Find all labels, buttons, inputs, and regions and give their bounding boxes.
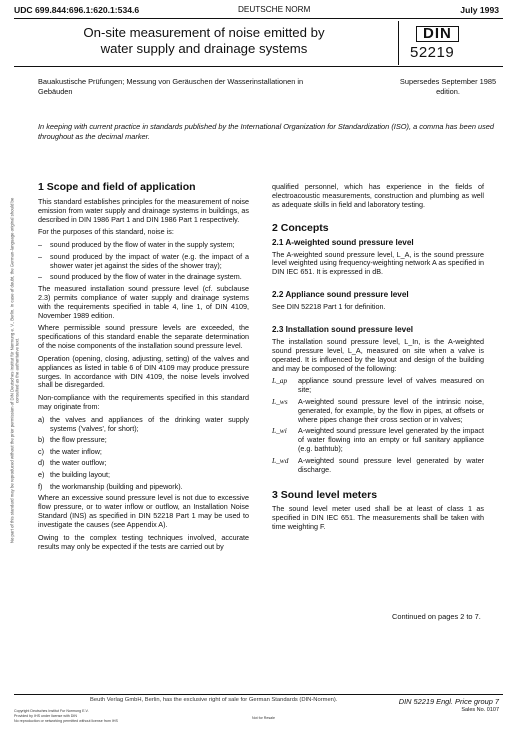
udc-code: UDC 699.844:696.1:620.1:534.6 <box>14 5 140 15</box>
paragraph: Non-compliance with the requirements specified in this standard may originate from: <box>38 393 249 412</box>
paragraph: The installation sound pressure level, L_In, is the A-weighted sound pressure level, L_A, measured on site when a valve is operated. It is influenced by the layout and design of the building and may be composed of the following: <box>272 336 484 373</box>
paragraph: See DIN 52218 Part 1 for definition. <box>272 302 386 312</box>
list-item: a) the valves and appliances of the drinking water supply systems ('valves', for short); <box>38 414 249 433</box>
paragraph: Operation (opening, closing, adjusting, setting) of the valves and appliances as listed in table 6 of DIN 4109 may produce pressure surges. In accordance with DIN 4109, the noise levels involved shall be disregarded. <box>38 353 249 390</box>
list-item: d) the water outflow; <box>38 458 107 468</box>
section-3-heading: 3 Sound level meters <box>272 488 378 501</box>
list-item: – sound produced by the flow of water in the drainage system. <box>38 272 242 282</box>
continued-note: Continued on pages 2 to 7. <box>392 612 481 621</box>
list-item: – sound produced by the flow of water in the supply system; <box>38 240 235 250</box>
document-title <box>14 25 394 57</box>
title-bottom-rule <box>14 66 503 67</box>
title-divider <box>398 21 399 65</box>
right-column <box>272 183 484 536</box>
not-for-resale: Not for Resale <box>252 716 275 720</box>
standard-number: 52219 <box>410 44 455 61</box>
sales-number: Sales No. 0107 <box>461 707 499 713</box>
reproduction-line: No reproduction or networking permitted without license from IHS <box>14 719 118 723</box>
norm-label: DEUTSCHE NORM <box>238 5 311 14</box>
title-block <box>14 21 498 65</box>
din-logo: DIN <box>416 26 459 42</box>
left-column <box>38 183 249 555</box>
symbol-definition: L_wd A-weighted sound pressure level generated by water discharge. <box>272 455 484 474</box>
publisher-note: Beuth Verlag GmbH, Berlin, has the exclusive right of sale for German Standards (DIN-Normen). <box>90 697 338 703</box>
title-line-1: On-site measurement of noise emitted by <box>83 25 325 40</box>
footer-rule <box>14 694 503 695</box>
paragraph: The measured installation sound pressure level (cf. subclause 2.3) permits compliance of water supply and drainage systems with the requirements specified in table 4, line 1, of DIN 4109, November 1989 edition. <box>38 283 249 320</box>
header-rule <box>14 18 503 19</box>
paragraph: The A-weighted sound pressure level, L_A, is the sound pressure level weighted using frequency-weighting network A as specified in DIN IEC 651. It is expressed in dB. <box>272 249 484 277</box>
footer-reference: DIN 52219 Engl. Price group 7 <box>398 697 499 706</box>
list-item: e) the building layout; <box>38 470 110 480</box>
paragraph: The sound level meter used shall be at least of class 1 as specified in DIN IEC 651. The measurements shall be taken with time weighting F. <box>272 504 484 532</box>
issue-date: July 1993 <box>460 5 499 15</box>
symbol-definition: L_ap appliance sound pressure level of valves measured on site; <box>272 376 484 395</box>
list-item: – sound produced by the impact of water (e.g. the impact of a shower water jet against the sides of the shower tray); <box>38 251 249 270</box>
subsection-2-3-heading: 2.3 Installation sound pressure level <box>272 325 414 335</box>
subsection-2-1-heading: 2.1 A-weighted sound pressure level <box>272 237 414 247</box>
intro-note: In keeping with current practice in standards published by the International Organization for Standardization (ISO), a comma has been used throughout as the decimal marker. <box>38 122 495 141</box>
title-line-2: water supply and drainage systems <box>100 41 308 56</box>
paragraph: Owing to the complex testing techniques involved, accurate results may only be expected if the tests are carried out by <box>38 532 249 551</box>
side-copyright-notice: No part of this standard may be reproduced without the prior permission of DIN Deutsches Institut für Normung e. V., Berlin. In case of doubt, the German-language original should be consulted as the authoritative text. <box>9 197 20 544</box>
license-line: Provided by IHS under license with DIN <box>14 714 77 718</box>
supersedes-note: Supersedes September 1985 edition. <box>399 77 497 96</box>
symbol-definition: L_ws A-weighted sound pressure level of the intrinsic noise, generated, for example, by the flow in pipes, at offsets or where pipes change their cross section or in valves; <box>272 396 484 424</box>
list-item: b) the flow pressure; <box>38 435 107 445</box>
copyright-line: Copyright Deutsches Institut Fur Normung E.V. <box>14 709 89 713</box>
section-1-heading: 1 Scope and field of application <box>38 181 196 193</box>
paragraph: qualified personnel, which has experience in the fields of electroacoustic measurements, construction and plumbing as well as adequate skills in field and laboratory testing. <box>272 182 484 209</box>
section-2-heading: 2 Concepts <box>272 221 329 234</box>
list-item: c) the water inflow; <box>38 446 102 456</box>
german-title: Bauakustische Prüfungen; Messung von Geräuschen der Wasserinstallationen in Gebäuden <box>38 77 304 96</box>
list-item: f) the workmanship (building and pipework). <box>38 481 183 491</box>
paragraph: For the purposes of this standard, noise is: <box>38 227 174 237</box>
symbol-definition: L_wi A-weighted sound pressure level generated by the impact of water flowing into an empty or full sanitary appliance (e.g. bathtub); <box>272 426 484 454</box>
subsection-2-2-heading: 2.2 Appliance sound pressure level <box>272 290 409 300</box>
paragraph: Where an excessive sound pressure level is not due to excessive flow pressure, or to water inflow or outflow, an Installation Noise Standard (INS) as specified in DIN 52218 Part 1 may be used to investigate the causes (see Appendix A). <box>38 493 249 529</box>
paragraph: This standard establishes principles for the measurement of noise emission from water supply and drainage systems in buildings, as described in DIN 1986 Part 1 and DIN 1986 Part 1 respectively. <box>38 196 249 224</box>
paragraph: Where permissible sound pressure levels are exceeded, the specifications of this standard enable the separate determination of the noise components of the installation sound pressure level. <box>38 323 249 351</box>
